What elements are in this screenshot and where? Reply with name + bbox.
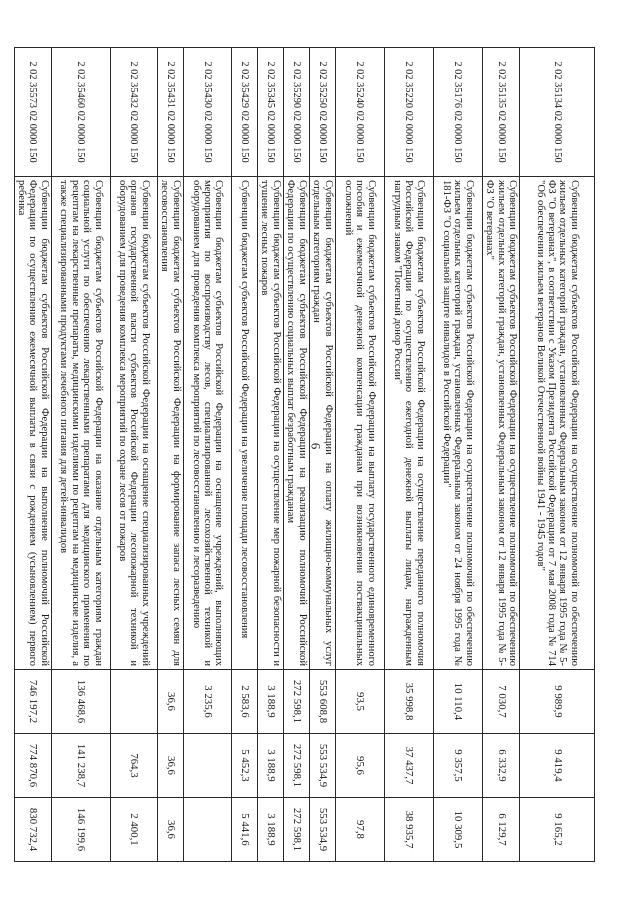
budget-code-cell: 2 02 35345 02 0000 150: [257, 48, 283, 177]
table-row: [520, 48, 595, 862]
amount-year-3-cell: 830 732,4: [14, 798, 51, 862]
table-row: [231, 48, 257, 862]
amount-year-1-cell: 3 188,9: [257, 670, 283, 734]
amount-year-2-cell: 37 437,7: [384, 734, 433, 798]
table-row: [257, 48, 283, 862]
description-cell: Субвенции бюджетам субъектов Российской Федерации на реализацию полномочий Российской Федерации по осуществлению социальных выплат безработным гражданам: [283, 177, 309, 670]
amount-year-2-cell: 5 452,3: [231, 734, 257, 798]
amount-year-3-cell: 9 165,2: [520, 798, 595, 862]
table-row: [384, 48, 433, 862]
description-cell: Субвенции бюджетам субъектов Российской Федерации на осуществление полномочий по обеспечению жильем отдельных категорий граждан, установленных Федеральным законом от 12 января 1995 года № 5-ФЗ "О ветеранах": [482, 177, 519, 670]
amount-year-3-cell: 97,8: [335, 798, 384, 862]
description-cell: Субвенции бюджетам субъектов Российской Федерации на оплату жилищно-коммунальных услуг отдельным категориям граждан: [309, 177, 335, 670]
budget-code-cell: 2 02 35134 02 0000 150: [520, 48, 595, 177]
amount-year-3-cell: 38 935,7: [384, 798, 433, 862]
amount-year-1-cell: 10 110,4: [433, 670, 482, 734]
amount-year-1-cell: 136 468,6: [51, 670, 110, 734]
amount-year-3-cell: 2 400,1: [110, 798, 157, 862]
amount-year-2-cell: 3 188,9: [257, 734, 283, 798]
amount-year-1-cell: 35 998,8: [384, 670, 433, 734]
amount-year-2-cell: 553 534,9: [309, 734, 335, 798]
amount-year-3-cell: 146 199,6: [51, 798, 110, 862]
amount-year-1-cell: 272 598,1: [283, 670, 309, 734]
budget-code-cell: 2 02 35460 02 0000 150: [51, 48, 110, 177]
description-cell: Субвенции бюджетам субъектов Российской Федерации на оснащение специализированных учреждений органов государственной власти субъектов Российской Федерации лесопожарной техникой и оборудованием для проведения комплекса мероприятий по охране лесов от пожаров: [110, 177, 157, 670]
table-row: [14, 48, 51, 862]
amount-year-2-cell: 36,6: [157, 734, 183, 798]
subventions-table-body: [14, 48, 594, 862]
description-cell: Субвенции бюджетам субъектов Российской Федерации на формирование запаса лесных семян для лесовосстановления: [157, 177, 183, 670]
amount-year-2-cell: 9 419,4: [520, 734, 595, 798]
amount-year-3-cell: 6 129,7: [482, 798, 519, 862]
amount-year-2-cell: 9 357,5: [433, 734, 482, 798]
subventions-table: [14, 47, 595, 862]
description-cell: Субвенции бюджетам субъектов Российской Федерации на осуществление полномочий по обеспечению жильем отдельных категорий граждан, установленных Федеральным законом от 12 января 1995 года № 5-ФЗ "О ветеранах", в соответствии с Указом Президента Российской Федерации от 7 мая 2008 года № 714 "Об обеспечении жильем ветеранов Великой Отечественной войны 1941 - 1945 годов": [520, 177, 595, 670]
amount-year-2-cell: [183, 734, 231, 798]
table-row: [157, 48, 183, 862]
description-cell: Субвенции бюджетам субъектов Российской Федерации на оснащение учреждений, выполняющих мероприятия по воспроизводству лесов, специализированной лесохозяйственной техникой и оборудованием для проведения комплекса мероприятий по лесовосстановлению и лесоразведению: [183, 177, 231, 670]
table-row: [309, 48, 335, 862]
amount-year-1-cell: 2 583,6: [231, 670, 257, 734]
amount-year-1-cell: 3 235,6: [183, 670, 231, 734]
amount-year-3-cell: 36,6: [157, 798, 183, 862]
amount-year-2-cell: 272 598,1: [283, 734, 309, 798]
amount-year-1-cell: 553 608,8: [309, 670, 335, 734]
budget-code-cell: 2 02 35176 02 0000 150: [433, 48, 482, 177]
amount-year-1-cell: 36,6: [157, 670, 183, 734]
description-cell: Субвенции бюджетам субъектов Российской Федерации на осуществление полномочий по обеспечению жильем отдельных категорий граждан, установленных Федеральным законом от 24 ноября 1995 года № 181-ФЗ "О социальной защите инвалидов в Российской Федерации": [433, 177, 482, 670]
amount-year-1-cell: 93,5: [335, 670, 384, 734]
budget-code-cell: 2 02 35431 02 0000 150: [157, 48, 183, 177]
amount-year-1-cell: [110, 670, 157, 734]
budget-code-cell: 2 02 35573 02 0000 150: [14, 48, 51, 177]
amount-year-2-cell: 95,6: [335, 734, 384, 798]
amount-year-3-cell: 10 309,5: [433, 798, 482, 862]
budget-code-cell: 2 02 35220 02 0000 150: [384, 48, 433, 177]
budget-code-cell: 2 02 35240 02 0000 150: [335, 48, 384, 177]
amount-year-2-cell: 141 238,7: [51, 734, 110, 798]
amount-year-3-cell: [183, 798, 231, 862]
amount-year-2-cell: 774 870,6: [14, 734, 51, 798]
description-cell: Субвенции бюджетам субъектов Российской Федерации на выплату государственного единовременного пособия и ежемесячной денежной компенсации гражданам при возникновении поствакцинальных осложнений: [335, 177, 384, 670]
description-cell: Субвенции бюджетам субъектов Российской Федерации на оказание отдельным категориям граждан социальной услуги по обеспечению лекарственными препаратами для медицинского применения по рецептам на лекарственные препараты, медицинскими изделиями по рецептам на медицинские изделия, а также специализированными продуктами лечебного питания для детей-инвалидов: [51, 177, 110, 670]
budget-table-landscape: [15, 47, 595, 862]
budget-code-cell: 2 02 35135 02 0000 150: [482, 48, 519, 177]
page-number: 6: [308, 442, 324, 450]
amount-year-3-cell: 272 598,1: [283, 798, 309, 862]
table-row: [482, 48, 519, 862]
budget-code-cell: 2 02 35430 02 0000 150: [183, 48, 231, 177]
table-row: [183, 48, 231, 862]
description-cell: Субвенции бюджетам субъектов Российской Федерации на выполнение полномочий Российской Федерации по осуществлению ежемесячной выплаты в связи с рождением (усыновлением) первого ребенка: [14, 177, 51, 670]
table-row: [283, 48, 309, 862]
budget-code-cell: 2 02 35429 02 0000 150: [231, 48, 257, 177]
amount-year-3-cell: 553 534,9: [309, 798, 335, 862]
amount-year-1-cell: 746 197,2: [14, 670, 51, 734]
amount-year-3-cell: 3 188,9: [257, 798, 283, 862]
amount-year-2-cell: 764,3: [110, 734, 157, 798]
budget-code-cell: 2 02 35250 02 0000 150: [309, 48, 335, 177]
description-cell: Субвенции бюджетам субъектов Российской Федерации на осуществление мер пожарной безопасности и тушение лесных пожаров: [257, 177, 283, 670]
amount-year-1-cell: 7 030,7: [482, 670, 519, 734]
table-row: [335, 48, 384, 862]
amount-year-3-cell: 5 441,6: [231, 798, 257, 862]
table-row: [51, 48, 110, 862]
description-cell: Субвенции бюджетам субъектов Российской Федерации на увеличение площади лесовосстановления: [231, 177, 257, 670]
budget-code-cell: 2 02 35432 02 0000 150: [110, 48, 157, 177]
amount-year-1-cell: 9 989,9: [520, 670, 595, 734]
amount-year-2-cell: 6 332,9: [482, 734, 519, 798]
budget-code-cell: 2 02 35290 02 0000 150: [283, 48, 309, 177]
table-row: [110, 48, 157, 862]
description-cell: Субвенции бюджетам субъектов Российской Федерации на осуществление переданного полномочия Российской Федерации по осуществлению ежегодной денежной выплаты лицам, награжденным нагрудным знаком "Почетный донор России": [384, 177, 433, 670]
table-row: [433, 48, 482, 862]
